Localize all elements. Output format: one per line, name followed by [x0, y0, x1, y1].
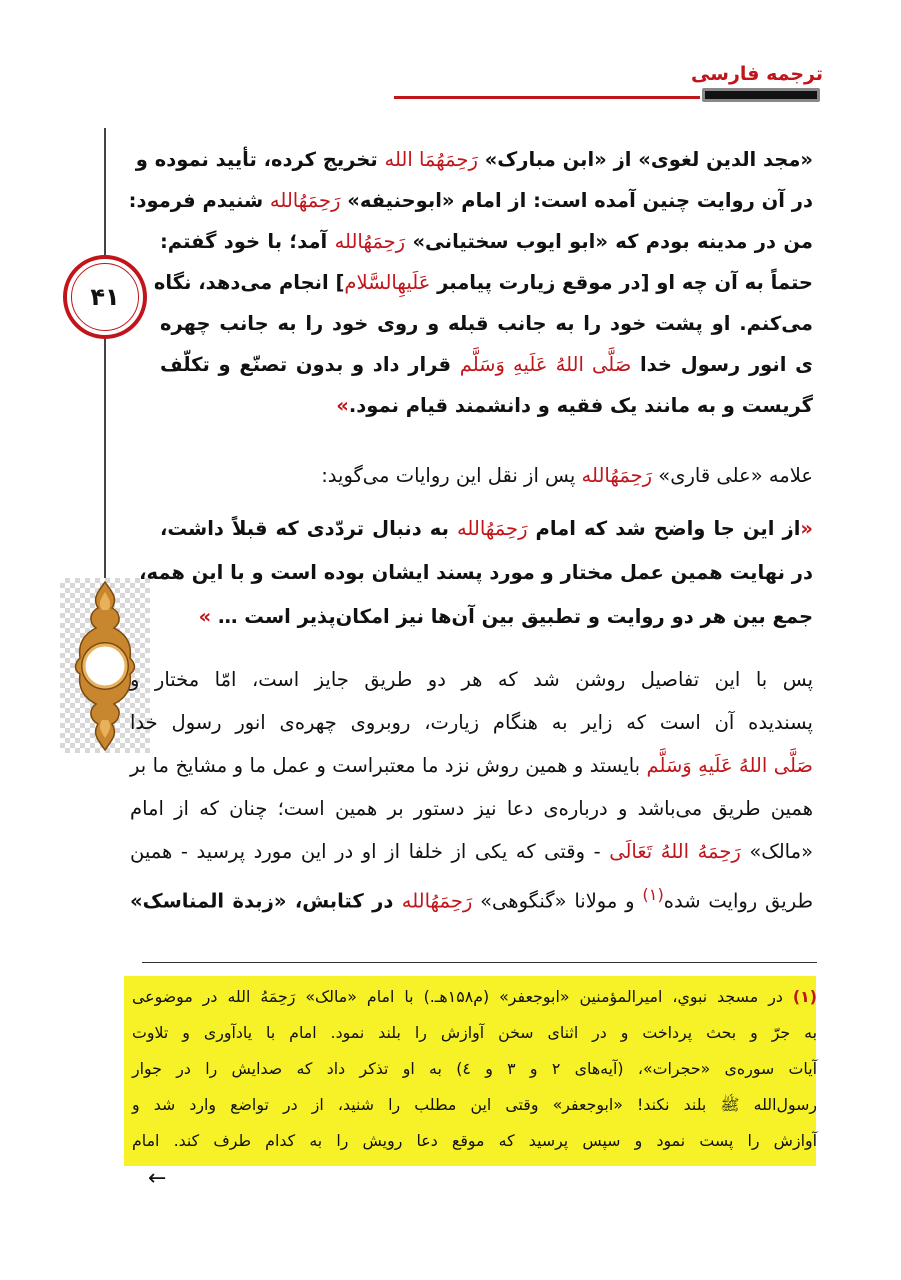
text-line: «مجد الدین لغوی» از «ابن مبارک» رَحِمَهُمَا الله تخریج کرده، تأیید نموده و: [135, 148, 813, 171]
header-bar: [702, 88, 820, 102]
text-line: «از این جا واضح شد که امام رَحِمَهُالله به دنبال تردّدی که قبلاً داشت،: [160, 517, 814, 540]
text-line: در نهایت همین عمل مختار و مورد پسند ایشان بوده است و با این همه،: [139, 561, 813, 584]
footnote-line: (۱) در مسجد نبوي، امیرالمؤمنین «ابوجعفر» (م۱۵۸هـ.) با امام «مالک» رَحِمَهُ الله در موضوعی: [132, 987, 817, 1006]
section-title: ترجمه فارسی: [691, 63, 823, 85]
header-rule: [394, 96, 700, 99]
text-line: ی انور رسول خدا صَلَّى اللهُ عَلَيهِ وَسَلَّم قرار داد و بدون تصنّع و تکلّف: [160, 353, 813, 376]
footnote-line: آیات سوره‌ی «حجرات»، (آیه‌های ۲ و ۳ و ٤) به او تذکر داد که صدایش را در جوار: [132, 1059, 817, 1078]
text-line: حتماً به آن چه او [در موقع زیارت پیامبر عَلَيهِالسَّلام] انجام می‌دهد، نگاه: [153, 271, 813, 294]
page-number: ۴۱: [90, 283, 120, 311]
text-line: گریست و به مانند یک فقیه و دانشمند قیام نمود.»: [336, 394, 813, 417]
footnote-ref[interactable]: (۱): [642, 885, 664, 904]
text-line: «مالک» رَحِمَهُ اللهُ تَعَالَى - وقتی که یکی از خلفا از او در این مورد پرسید - همین: [130, 840, 814, 863]
footnote-line: آوازش را پست نمود و سپس پرسید که موقع دعا رویش را به کدام طرف کند. امام: [132, 1131, 817, 1150]
text-line: در آن روایت چنین آمده است: از امام «ابوحنیفه» رَحِمَهُالله شنیدم فرمود:: [128, 189, 813, 212]
text-line: پس با این تفاصیل روشن شد که هر دو طریق جایز است، امّا مختار و: [130, 668, 813, 691]
text-line: جمع بین هر دو روایت و تطبیق بین آن‌ها نیز امکان‌پذیر است … »: [198, 605, 813, 628]
text-line: پسندیده آن است که زایر به هنگام زیارت، روبروی چهره‌ی انور رسول خدا: [130, 711, 813, 734]
text-line: طریق روایت شده$^{(۱)}$ و مولانا «گنگوهی» رَحِمَهُالله در کتابش، «زبدة المناسک»: [130, 885, 813, 913]
text-line: می‌کنم. او پشت خود را به جانب قبله و روی خود را به جانب چهره: [160, 312, 813, 335]
page-number-badge: [63, 255, 147, 339]
text-line: همین طریق می‌باشد و درباره‌ی دعا نیز دستور بر همین است؛ چنان که از امام: [130, 797, 813, 820]
text-line: صَلَّى اللهُ عَلَيهِ وَسَلَّم بایستد و همین روش نزد ما معتبراست و عمل ما و مشایخ ما بر: [130, 754, 813, 777]
footnote-line: به جرّ و بحث پرداخت و در اثنای سخن آوازش را بلند نمود. امام با یادآوری و تلاوت: [132, 1023, 817, 1042]
footnote-separator: [142, 962, 817, 963]
text-line: من در مدینه بودم که «ابو ایوب سختیانی» رَحِمَهُالله آمد؛ با خود گفتم:: [160, 230, 813, 253]
continue-arrow-icon: ←: [148, 1166, 167, 1191]
footnote-line: رسول‌الله ﷺ بلند نکند! «ابوجعفر» وقتی این مطلب را شنید، از در تواضع وارد شد و: [132, 1095, 817, 1114]
paragraph-2: علامه «علی قاری» رَحِمَهُالله پس از نقل این روایات می‌گوید:: [321, 464, 813, 487]
